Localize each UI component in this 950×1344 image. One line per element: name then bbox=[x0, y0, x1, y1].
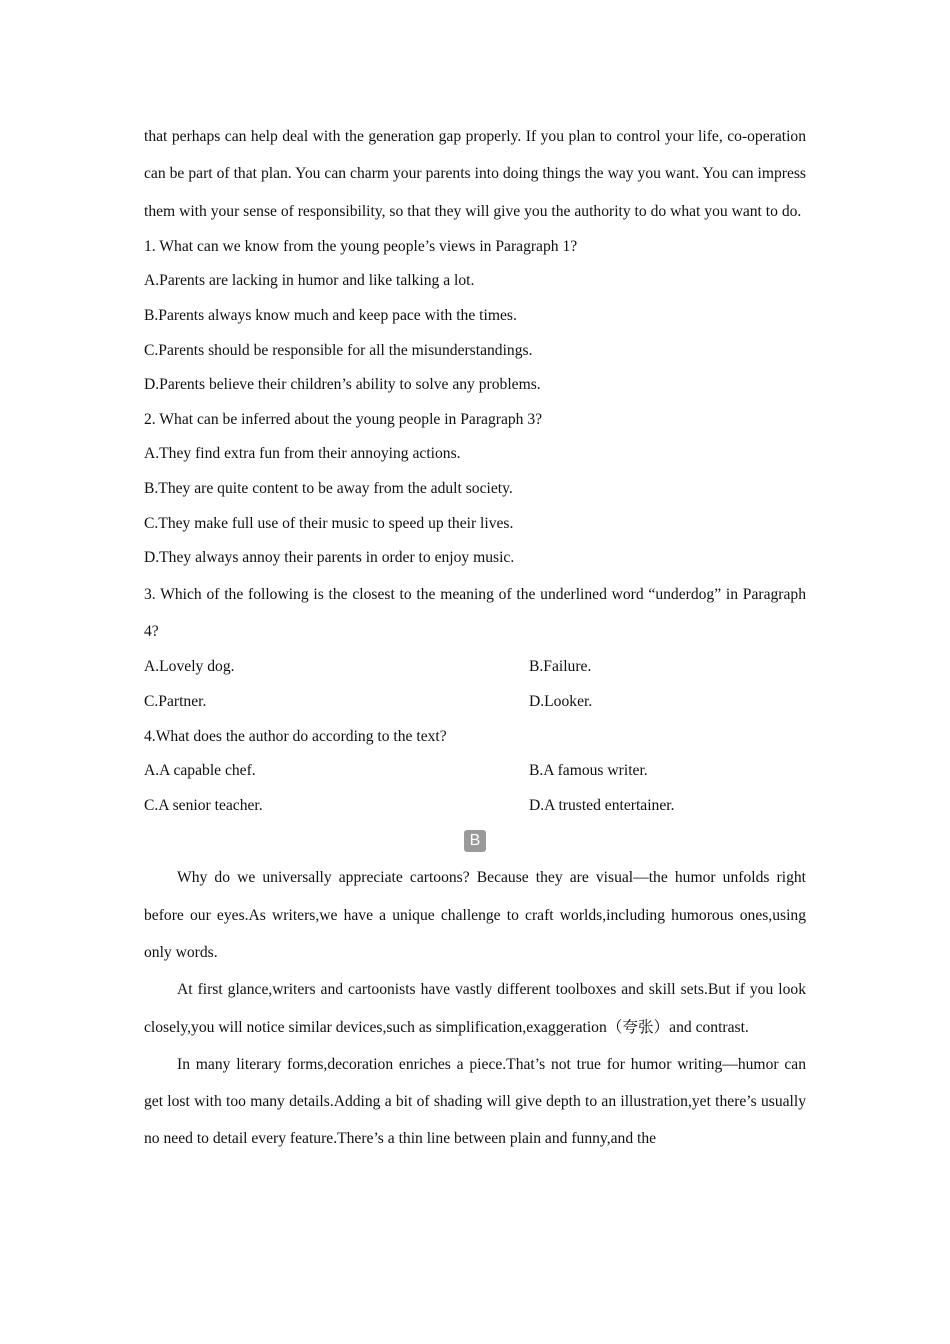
question-2-option-b: B.They are quite content to be away from the adult society. bbox=[144, 480, 513, 498]
question-3-option-a: A.Lovely dog. bbox=[144, 658, 235, 676]
question-3-option-d: D.Looker. bbox=[529, 693, 593, 711]
question-1-option-a: A.Parents are lacking in humor and like talking a lot. bbox=[144, 272, 475, 290]
question-4-options-row-2 bbox=[144, 789, 806, 824]
passage-b-paragraph-2: At first glance,writers and cartoonists have vastly different toolboxes and skill sets.But if you look closely,you will notice similar devices,such as simplification,exaggeration（夸张）and contrast. bbox=[144, 981, 806, 1036]
question-4-option-d: D.A trusted entertainer. bbox=[529, 796, 675, 814]
question-4-options-row-1 bbox=[144, 754, 806, 789]
question-3-options-row-1 bbox=[144, 650, 806, 685]
question-2-option-d: D.They always annoy their parents in order to enjoy music. bbox=[144, 549, 515, 567]
section-b-header bbox=[144, 823, 806, 859]
question-2-option-a: A.They find extra fun from their annoying actions. bbox=[144, 445, 461, 463]
question-3-stem: 3. Which of the following is the closest to the meaning of the underlined word “underdog” in Paragraph 4? bbox=[144, 585, 806, 641]
question-1-option-b: B.Parents always know much and keep pace with the times. bbox=[144, 307, 517, 325]
question-3-options-row-2 bbox=[144, 685, 806, 720]
question-4-option-c: C.A senior teacher. bbox=[144, 796, 263, 814]
question-1-stem: 1. What can we know from the young people’s views in Paragraph 1? bbox=[144, 237, 578, 255]
question-2-option-c: C.They make full use of their music to speed up their lives. bbox=[144, 514, 514, 532]
question-3-option-b: B.Failure. bbox=[529, 658, 592, 676]
passage-a-tail: that perhaps can help deal with the generation gap properly. If you plan to control your life, co-operation can be part of that plan. You can charm your parents into doing things the way you want. You can impress them with your sense of responsibility, so that they will give you the authority to do what you want to do. bbox=[144, 128, 806, 220]
section-b-badge: B bbox=[464, 830, 486, 852]
question-2-stem: 2. What can be inferred about the young people in Paragraph 3? bbox=[144, 410, 543, 428]
question-4-option-b: B.A famous writer. bbox=[529, 762, 648, 780]
passage-b-paragraph-1: Why do we universally appreciate cartoons? Because they are visual—the humor unfolds right before our eyes.As writers,we have a unique challenge to craft worlds,including humorous ones,using only words. bbox=[144, 869, 806, 961]
question-4-stem: 4.What does the author do according to the text? bbox=[144, 727, 447, 745]
question-4-option-a: A.A capable chef. bbox=[144, 762, 256, 780]
question-1-option-c: C.Parents should be responsible for all the misunderstandings. bbox=[144, 341, 533, 359]
question-3-option-c: C.Partner. bbox=[144, 693, 207, 711]
document-page bbox=[144, 118, 806, 1158]
question-1-option-d: D.Parents believe their children’s ability to solve any problems. bbox=[144, 376, 541, 394]
passage-b-paragraph-3: In many literary forms,decoration enriches a piece.That’s not true for humor writing—humor can get lost with too many details.Adding a bit of shading will give depth to an illustration,yet there’s usually no need to detail every feature.There’s a thin line between plain and funny,and the bbox=[144, 1055, 806, 1148]
